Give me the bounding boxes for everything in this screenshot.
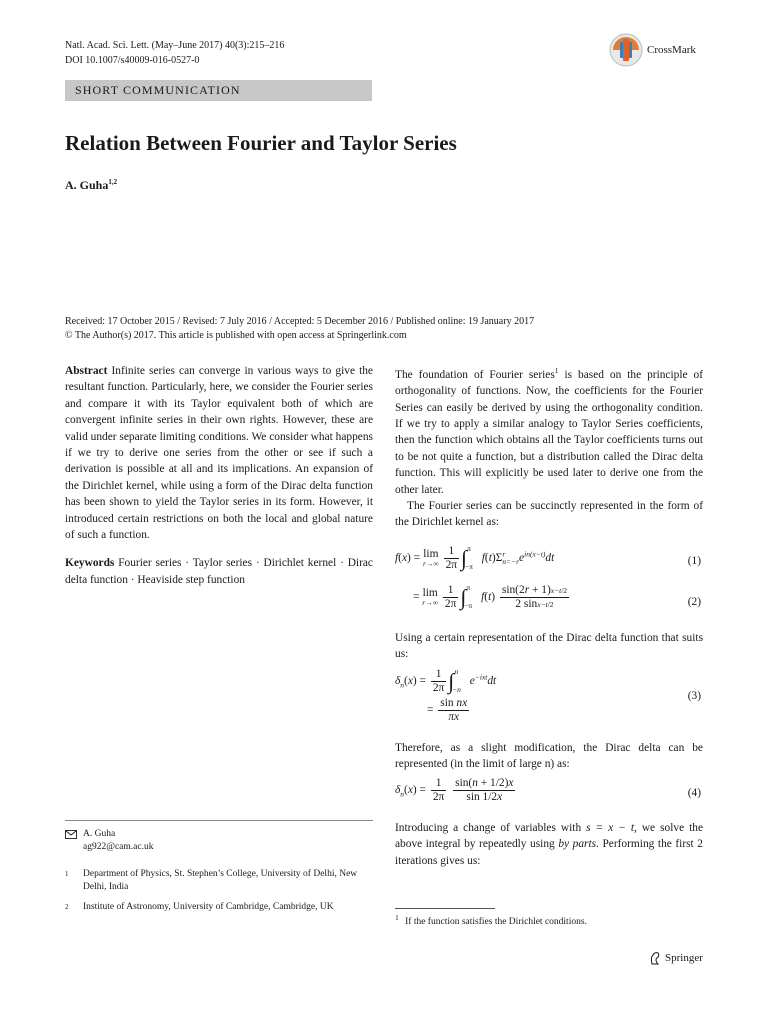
publication-history [65,315,705,343]
footnote-text: If the function satisfies the Dirichlet conditions. [405,917,587,928]
equation-1: f(x) = lim r→∞ $\frac{1}{2\pi}$ ∫$^\pi_{-\pi}$ $f(t)\Sigma^r_{n=-r}e^{in(x-t)}dt$ (1) [395,544,701,572]
keywords-label: Keywords [65,557,115,570]
crossmark-label: CrossMark [647,44,696,56]
keywords-text: Fourier series · Taylor series · Dirichlet kernel · Dirac delta function · Heaviside step function [65,557,373,586]
equation-number: (1) [687,555,701,567]
affiliation-text: Department of Physics, St. Stephen’s College, University of Delhi, New Delhi, India [83,869,358,892]
author-line [65,178,117,193]
article-title: Relation Between Fourier and Taylor Series [65,131,457,155]
footnote-divider [395,908,495,909]
copyright-line: © The Author(s) 2017. This article is published with open access at Springerlink.com [65,330,407,341]
dates-line: Received: 17 October 2015 / Revised: 7 July 2016 / Accepted: 5 December 2016 / Published online: 19 January 2017 [65,316,535,327]
journal-citation-line: Natl. Acad. Sci. Lett. (May–June 2017) 40(3):215–216 [65,40,285,51]
equation-number: (3) [687,690,701,702]
springer-horse-icon [649,951,661,965]
affiliation-2 [65,901,373,914]
abstract-label: Abstract [65,365,108,377]
author-affil-marks: 1,2 [108,178,118,186]
correspondence [65,828,373,854]
paragraph-3: Using a certain representation of the Dirac delta function that suits us: [395,632,703,661]
section-banner [65,80,372,101]
doi-line[interactable]: DOI 10.1007/s40009-016-0527-0 [65,55,200,66]
publisher-name: Springer [665,952,703,964]
equation-4: $\delta_n(x)$ = $\frac{1}{2\pi}$ $\frac{\sin(n + 1/2)x}{\sin 1/2x}$ (4) [395,777,701,803]
affiliation-text: Institute of Astronomy, University of Cambridge, Cambridge, UK [83,902,334,912]
equation-number: (4) [687,787,701,799]
paragraph-2: The Fourier series can be succinctly represented in the form of the Dirichlet kernel as: [395,500,703,529]
equation-3: $\delta_n(x)$ = $\frac{1}{2\pi}$ ∫$^n_{-n}$ $e^{-ixt}dt$ = $\frac{\text{sin nx}}{\pi x}$ (3) [395,667,701,723]
journal-citation [65,38,284,68]
footnote-mark: 1 [395,913,399,922]
paragraph-5: Introducing a change of variables with s = x − t, we solve the above integral by repeatedly using by parts. Performing the first 2 iterations gives us: [395,822,704,867]
footnote-ref[interactable]: 1 [554,366,559,375]
author-email[interactable]: ag922@cam.ac.uk [83,842,154,852]
equation-number: (2) [687,596,701,608]
footnote [395,913,587,927]
section-banner-text: SHORT COMMUNICATION [75,83,241,97]
publisher-logo [649,951,703,965]
affiliation-1 [65,868,373,894]
paragraph-4: Therefore, as a slight modification, the Dirac delta can be represented (in the limit of large n) as: [395,742,703,771]
equation-2: = lim r→∞ $\frac{1}{2\pi}$ ∫$^\pi_{-\pi}$ f(t) $\frac{\sin(2r + 1)x-t/2}{2 \sin x-t/2}$ (2) [413,583,701,611]
paragraph-1: The foundation of Fourier series$^1$ is based on the principle of orthogonality of functions. Now, the coefficients for the Fourier Series can easily be derived by using the orthogonality condition. If we try to apply a similar analogy to Taylor Series coefficients, then the function which obtains all the Taylor coefficients turns out to be not quite a function, but a distribution called the Dirac delta function. This will explicitly be used later to derive one from the other later. [395,366,703,496]
crossmark-icon [609,33,643,67]
crossmark-badge[interactable] [609,33,696,67]
affiliation-mark: 2 [65,903,69,911]
left-column [65,363,373,600]
affiliation-mark: 1 [65,870,69,878]
abstract-text: Infinite series can converge in various ways to give the resultant function. Particularly, here, we consider the Fourier series and compare it with its Taylor equivalent both of which are convergent infinite series in their own rights. However, these are valid under separate limiting conditions. We consider what happens if we try to derive one series from the other or see if such a derivation is possible at all and its implications. An expansion of the Dirichlet kernel, while using a form of the Dirac delta function has been shown to yield the Taylor series in its form. However, it introduced certain restrictions on both the local and global nature of such a function. [65,365,373,542]
keywords [65,555,373,588]
author-name: A. Guha [65,178,109,192]
right-column-intro [395,363,703,531]
footer-divider [65,820,373,821]
abstract [65,363,373,543]
envelope-icon [65,830,77,839]
corresponding-author-name: A. Guha [83,829,116,839]
